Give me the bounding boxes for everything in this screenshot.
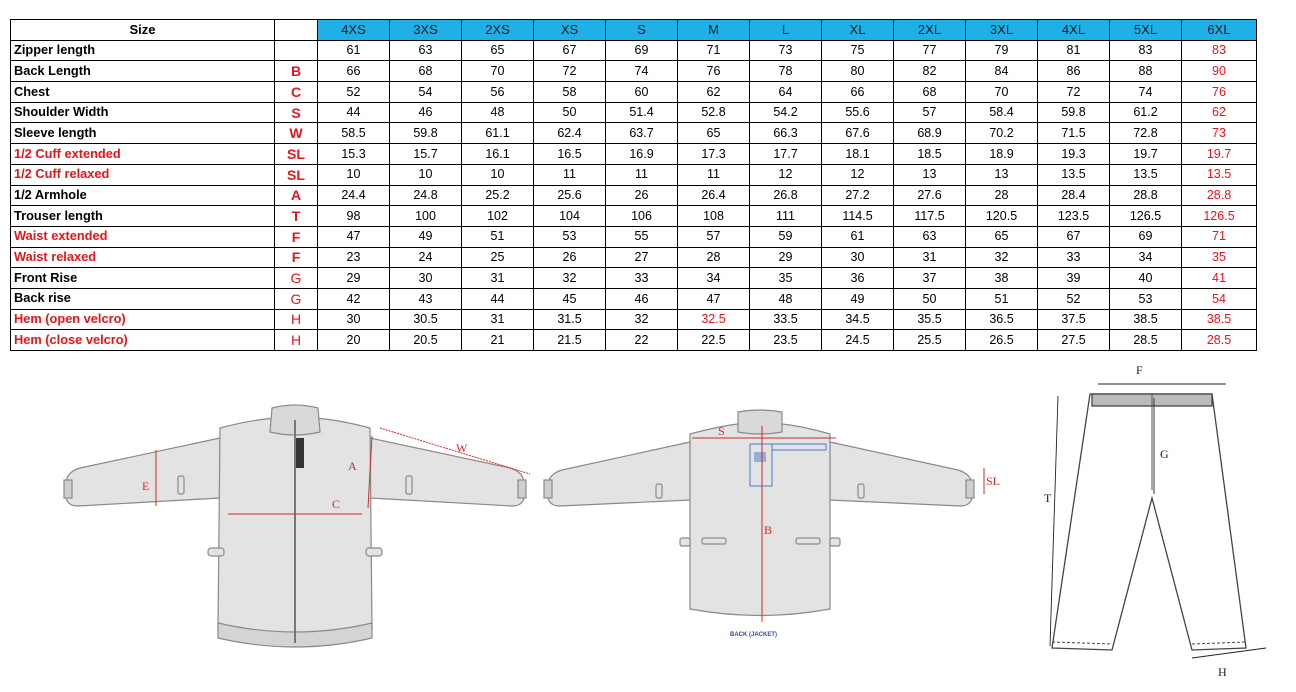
- table-cell: 63: [390, 40, 462, 61]
- table-cell: 18.1: [822, 144, 894, 165]
- size-header-m: M: [678, 20, 750, 41]
- row-label: 1/2 Armhole: [11, 185, 275, 206]
- table-cell: 106: [606, 206, 678, 227]
- table-cell: 22.5: [678, 330, 750, 351]
- table-row: [11, 164, 1257, 185]
- row-label: Zipper length: [11, 40, 275, 61]
- table-cell: 61.2: [1110, 102, 1182, 123]
- table-cell: 67.6: [822, 123, 894, 144]
- table-cell: 73: [750, 40, 822, 61]
- table-cell: 51: [462, 226, 534, 247]
- table-cell: 16.9: [606, 144, 678, 165]
- table-cell: 11: [678, 164, 750, 185]
- table-cell: 51: [966, 288, 1038, 309]
- row-code: B: [275, 61, 318, 82]
- table-cell: 111: [750, 206, 822, 227]
- table-cell: 28.4: [1038, 185, 1110, 206]
- table-cell: 58.4: [966, 102, 1038, 123]
- table-cell: 31: [462, 268, 534, 289]
- table-cell: 62.4: [534, 123, 606, 144]
- table-cell: 53: [534, 226, 606, 247]
- table-cell: 31: [894, 247, 966, 268]
- table-cell: 33: [606, 268, 678, 289]
- table-cell: 34.5: [822, 309, 894, 330]
- table-cell: 35: [1182, 247, 1257, 268]
- trousers-diagram: [1040, 362, 1286, 686]
- table-cell: 71: [1182, 226, 1257, 247]
- row-code: SL: [275, 164, 318, 185]
- table-cell: 18.5: [894, 144, 966, 165]
- table-cell: 126.5: [1182, 206, 1257, 227]
- table-cell: 48: [750, 288, 822, 309]
- table-cell: 28: [678, 247, 750, 268]
- row-label: Front Rise: [11, 268, 275, 289]
- jacket-back-diagram: [540, 404, 1000, 654]
- table-cell: 52.8: [678, 102, 750, 123]
- table-cell: 35.5: [894, 309, 966, 330]
- size-header-3xs: 3XS: [390, 20, 462, 41]
- back-label-b: B: [764, 523, 773, 537]
- table-cell: 54: [390, 82, 462, 103]
- header-row: [11, 20, 1257, 41]
- table-cell: 12: [750, 164, 822, 185]
- table-cell: 38.5: [1110, 309, 1182, 330]
- trouser-outline: [1052, 394, 1246, 650]
- row-code: H: [275, 309, 318, 330]
- table-cell: 57: [678, 226, 750, 247]
- table-cell: 34: [678, 268, 750, 289]
- table-cell: 30: [822, 247, 894, 268]
- table-cell: 30: [318, 309, 390, 330]
- table-cell: 11: [534, 164, 606, 185]
- size-header-5xl: 5XL: [1110, 20, 1182, 41]
- table-cell: 76: [678, 61, 750, 82]
- back-right-sleeve: [830, 442, 972, 506]
- table-cell: 62: [1182, 102, 1257, 123]
- row-code: F: [275, 247, 318, 268]
- table-cell: 49: [822, 288, 894, 309]
- table-cell: 28.8: [1110, 185, 1182, 206]
- row-code: S: [275, 102, 318, 123]
- size-header-3xl: 3XL: [966, 20, 1038, 41]
- table-cell: 61.1: [462, 123, 534, 144]
- table-cell: 55: [606, 226, 678, 247]
- table-cell: 13: [966, 164, 1038, 185]
- table-cell: 80: [822, 61, 894, 82]
- row-label: Shoulder Width: [11, 102, 275, 123]
- table-cell: 44: [318, 102, 390, 123]
- trouser-label-f: F: [1136, 363, 1143, 377]
- table-cell: 72: [534, 61, 606, 82]
- back-caption: BACK (JACKET): [730, 632, 777, 638]
- table-cell: 52: [1038, 288, 1110, 309]
- row-label: 1/2 Cuff relaxed: [11, 164, 275, 185]
- table-row: [11, 206, 1257, 227]
- table-row: [11, 226, 1257, 247]
- table-cell: 69: [1110, 226, 1182, 247]
- table-row: [11, 82, 1257, 103]
- table-cell: 117.5: [894, 206, 966, 227]
- row-code: A: [275, 185, 318, 206]
- table-cell: 120.5: [966, 206, 1038, 227]
- table-cell: 66: [318, 61, 390, 82]
- table-row: [11, 61, 1257, 82]
- table-cell: 13.5: [1110, 164, 1182, 185]
- table-cell: 102: [462, 206, 534, 227]
- table-cell: 23: [318, 247, 390, 268]
- table-cell: 37.5: [1038, 309, 1110, 330]
- table-cell: 46: [390, 102, 462, 123]
- table-body: [11, 40, 1257, 350]
- table-cell: 26.5: [966, 330, 1038, 351]
- table-cell: 19.7: [1182, 144, 1257, 165]
- front-left-sleeve: [66, 438, 220, 506]
- table-cell: 81: [1038, 40, 1110, 61]
- table-cell: 28.5: [1182, 330, 1257, 351]
- size-header-4xs: 4XS: [318, 20, 390, 41]
- row-label: Waist extended: [11, 226, 275, 247]
- table-cell: 77: [894, 40, 966, 61]
- table-cell: 79: [966, 40, 1038, 61]
- table-cell: 15.7: [390, 144, 462, 165]
- table-cell: 37: [894, 268, 966, 289]
- table-cell: 12: [822, 164, 894, 185]
- table-cell: 114.5: [822, 206, 894, 227]
- table-row: [11, 268, 1257, 289]
- table-cell: 18.9: [966, 144, 1038, 165]
- table-cell: 19.3: [1038, 144, 1110, 165]
- table-cell: 32.5: [678, 309, 750, 330]
- table-cell: 16.1: [462, 144, 534, 165]
- row-label: Sleeve length: [11, 123, 275, 144]
- size-header-l: L: [750, 20, 822, 41]
- table-cell: 61: [822, 226, 894, 247]
- table-cell: 31: [462, 309, 534, 330]
- table-cell: 47: [318, 226, 390, 247]
- row-label: Chest: [11, 82, 275, 103]
- table-cell: 33: [1038, 247, 1110, 268]
- table-cell: 20: [318, 330, 390, 351]
- table-cell: 70: [462, 61, 534, 82]
- table-cell: 65: [966, 226, 1038, 247]
- table-cell: 28.5: [1110, 330, 1182, 351]
- table-cell: 36: [822, 268, 894, 289]
- table-cell: 54: [1182, 288, 1257, 309]
- row-code: T: [275, 206, 318, 227]
- table-cell: 54.2: [750, 102, 822, 123]
- table-cell: 60: [606, 82, 678, 103]
- table-cell: 13.5: [1182, 164, 1257, 185]
- table-cell: 25.5: [894, 330, 966, 351]
- table-cell: 38.5: [1182, 309, 1257, 330]
- table-cell: 26: [606, 185, 678, 206]
- row-label: Hem (close velcro): [11, 330, 275, 351]
- row-code: H: [275, 330, 318, 351]
- table-cell: 59.8: [1038, 102, 1110, 123]
- table-cell: 34: [1110, 247, 1182, 268]
- table-cell: 10: [318, 164, 390, 185]
- table-cell: 67: [534, 40, 606, 61]
- front-label-w: W: [456, 441, 468, 455]
- row-code: F: [275, 226, 318, 247]
- table-cell: 70: [966, 82, 1038, 103]
- table-cell: 78: [750, 61, 822, 82]
- table-cell: 38: [966, 268, 1038, 289]
- table-cell: 41: [1182, 268, 1257, 289]
- table-cell: 55.6: [822, 102, 894, 123]
- table-cell: 13: [894, 164, 966, 185]
- row-code: [275, 40, 318, 61]
- table-cell: 90: [1182, 61, 1257, 82]
- table-cell: 71: [678, 40, 750, 61]
- table-cell: 50: [534, 102, 606, 123]
- back-label-sl: SL: [986, 474, 1000, 488]
- table-cell: 73: [1182, 123, 1257, 144]
- table-cell: 49: [390, 226, 462, 247]
- table-cell: 50: [894, 288, 966, 309]
- table-cell: 15.3: [318, 144, 390, 165]
- row-label: Waist relaxed: [11, 247, 275, 268]
- size-chart-table: [10, 19, 1257, 351]
- table-cell: 71.5: [1038, 123, 1110, 144]
- table-cell: 24.4: [318, 185, 390, 206]
- table-cell: 11: [606, 164, 678, 185]
- table-cell: 88: [1110, 61, 1182, 82]
- table-cell: 19.7: [1110, 144, 1182, 165]
- table-cell: 58.5: [318, 123, 390, 144]
- row-label: Trouser length: [11, 206, 275, 227]
- table-cell: 69: [606, 40, 678, 61]
- table-cell: 66.3: [750, 123, 822, 144]
- row-code: C: [275, 82, 318, 103]
- table-cell: 72.8: [1110, 123, 1182, 144]
- table-cell: 65: [678, 123, 750, 144]
- size-header-xs: XS: [534, 20, 606, 41]
- table-cell: 53: [1110, 288, 1182, 309]
- table-cell: 20.5: [390, 330, 462, 351]
- table-cell: 84: [966, 61, 1038, 82]
- table-row: [11, 123, 1257, 144]
- table-cell: 61: [318, 40, 390, 61]
- table-cell: 30: [390, 268, 462, 289]
- table-cell: 67: [1038, 226, 1110, 247]
- table-cell: 26: [534, 247, 606, 268]
- table-cell: 22: [606, 330, 678, 351]
- row-label: 1/2 Cuff extended: [11, 144, 275, 165]
- table-cell: 59: [750, 226, 822, 247]
- table-cell: 33.5: [750, 309, 822, 330]
- table-cell: 76: [1182, 82, 1257, 103]
- table-cell: 13.5: [1038, 164, 1110, 185]
- table-cell: 98: [318, 206, 390, 227]
- table-row: [11, 144, 1257, 165]
- table-cell: 59.8: [390, 123, 462, 144]
- table-cell: 28.8: [1182, 185, 1257, 206]
- table-cell: 27.5: [1038, 330, 1110, 351]
- table-cell: 39: [1038, 268, 1110, 289]
- table-cell: 29: [750, 247, 822, 268]
- table-cell: 56: [462, 82, 534, 103]
- table-cell: 25: [462, 247, 534, 268]
- table-cell: 52: [318, 82, 390, 103]
- table-cell: 66: [822, 82, 894, 103]
- table-cell: 32: [606, 309, 678, 330]
- table-cell: 17.3: [678, 144, 750, 165]
- table-cell: 70.2: [966, 123, 1038, 144]
- front-label-c: C: [332, 497, 341, 511]
- table-cell: 83: [1110, 40, 1182, 61]
- table-cell: 44: [462, 288, 534, 309]
- size-header-2xs: 2XS: [462, 20, 534, 41]
- table-cell: 57: [894, 102, 966, 123]
- table-cell: 45: [534, 288, 606, 309]
- table-cell: 47: [678, 288, 750, 309]
- front-label-e: E: [142, 479, 150, 493]
- table-cell: 10: [462, 164, 534, 185]
- table-row: [11, 309, 1257, 330]
- table-cell: 24.8: [390, 185, 462, 206]
- table-cell: 26.8: [750, 185, 822, 206]
- size-header-2xl: 2XL: [894, 20, 966, 41]
- table-cell: 35: [750, 268, 822, 289]
- row-code: SL: [275, 144, 318, 165]
- table-cell: 65: [462, 40, 534, 61]
- table-cell: 46: [606, 288, 678, 309]
- table-cell: 74: [1110, 82, 1182, 103]
- table-cell: 68: [390, 61, 462, 82]
- table-row: [11, 288, 1257, 309]
- table-cell: 86: [1038, 61, 1110, 82]
- jacket-front-diagram: [60, 398, 530, 658]
- table-cell: 27: [606, 247, 678, 268]
- table-cell: 32: [966, 247, 1038, 268]
- trouser-label-g: G: [1160, 447, 1169, 461]
- table-cell: 30.5: [390, 309, 462, 330]
- size-header-xl: XL: [822, 20, 894, 41]
- table-row: [11, 247, 1257, 268]
- code-header: [275, 20, 318, 41]
- row-code: G: [275, 268, 318, 289]
- table-cell: 21.5: [534, 330, 606, 351]
- table-cell: 75: [822, 40, 894, 61]
- front-label-a: A: [348, 459, 357, 473]
- table-row: [11, 102, 1257, 123]
- table-cell: 27.2: [822, 185, 894, 206]
- table-cell: 74: [606, 61, 678, 82]
- table-cell: 40: [1110, 268, 1182, 289]
- table-cell: 32: [534, 268, 606, 289]
- table-cell: 58: [534, 82, 606, 103]
- table-cell: 62: [678, 82, 750, 103]
- table-cell: 42: [318, 288, 390, 309]
- table-cell: 123.5: [1038, 206, 1110, 227]
- table-cell: 43: [390, 288, 462, 309]
- back-left-sleeve: [548, 442, 690, 506]
- table-cell: 25.6: [534, 185, 606, 206]
- table-cell: 16.5: [534, 144, 606, 165]
- trouser-label-t: T: [1044, 491, 1052, 505]
- table-cell: 68.9: [894, 123, 966, 144]
- table-cell: 108: [678, 206, 750, 227]
- size-header-6xl: 6XL: [1182, 20, 1257, 41]
- table-cell: 27.6: [894, 185, 966, 206]
- table-cell: 24: [390, 247, 462, 268]
- table-cell: 126.5: [1110, 206, 1182, 227]
- table-cell: 63: [894, 226, 966, 247]
- table-cell: 51.4: [606, 102, 678, 123]
- table-row: [11, 330, 1257, 351]
- table-cell: 28: [966, 185, 1038, 206]
- table-cell: 26.4: [678, 185, 750, 206]
- table-cell: 10: [390, 164, 462, 185]
- table-cell: 48: [462, 102, 534, 123]
- table-cell: 63.7: [606, 123, 678, 144]
- table-cell: 21: [462, 330, 534, 351]
- row-label: Hem (open velcro): [11, 309, 275, 330]
- table-row: [11, 185, 1257, 206]
- table-cell: 31.5: [534, 309, 606, 330]
- table-cell: 82: [894, 61, 966, 82]
- table-cell: 100: [390, 206, 462, 227]
- table-cell: 25.2: [462, 185, 534, 206]
- table-cell: 104: [534, 206, 606, 227]
- size-header-s: S: [606, 20, 678, 41]
- table-cell: 83: [1182, 40, 1257, 61]
- row-code: G: [275, 288, 318, 309]
- table-cell: 24.5: [822, 330, 894, 351]
- table-cell: 17.7: [750, 144, 822, 165]
- table-cell: 23.5: [750, 330, 822, 351]
- table-cell: 68: [894, 82, 966, 103]
- table-row: [11, 40, 1257, 61]
- table-cell: 29: [318, 268, 390, 289]
- table-cell: 64: [750, 82, 822, 103]
- table-cell: 72: [1038, 82, 1110, 103]
- row-label: Back rise: [11, 288, 275, 309]
- back-label-s: S: [718, 424, 725, 438]
- size-header-4xl: 4XL: [1038, 20, 1110, 41]
- row-label: Back Length: [11, 61, 275, 82]
- trouser-label-h: H: [1218, 665, 1227, 679]
- table-cell: 36.5: [966, 309, 1038, 330]
- row-code: W: [275, 123, 318, 144]
- size-header: Size: [11, 20, 275, 41]
